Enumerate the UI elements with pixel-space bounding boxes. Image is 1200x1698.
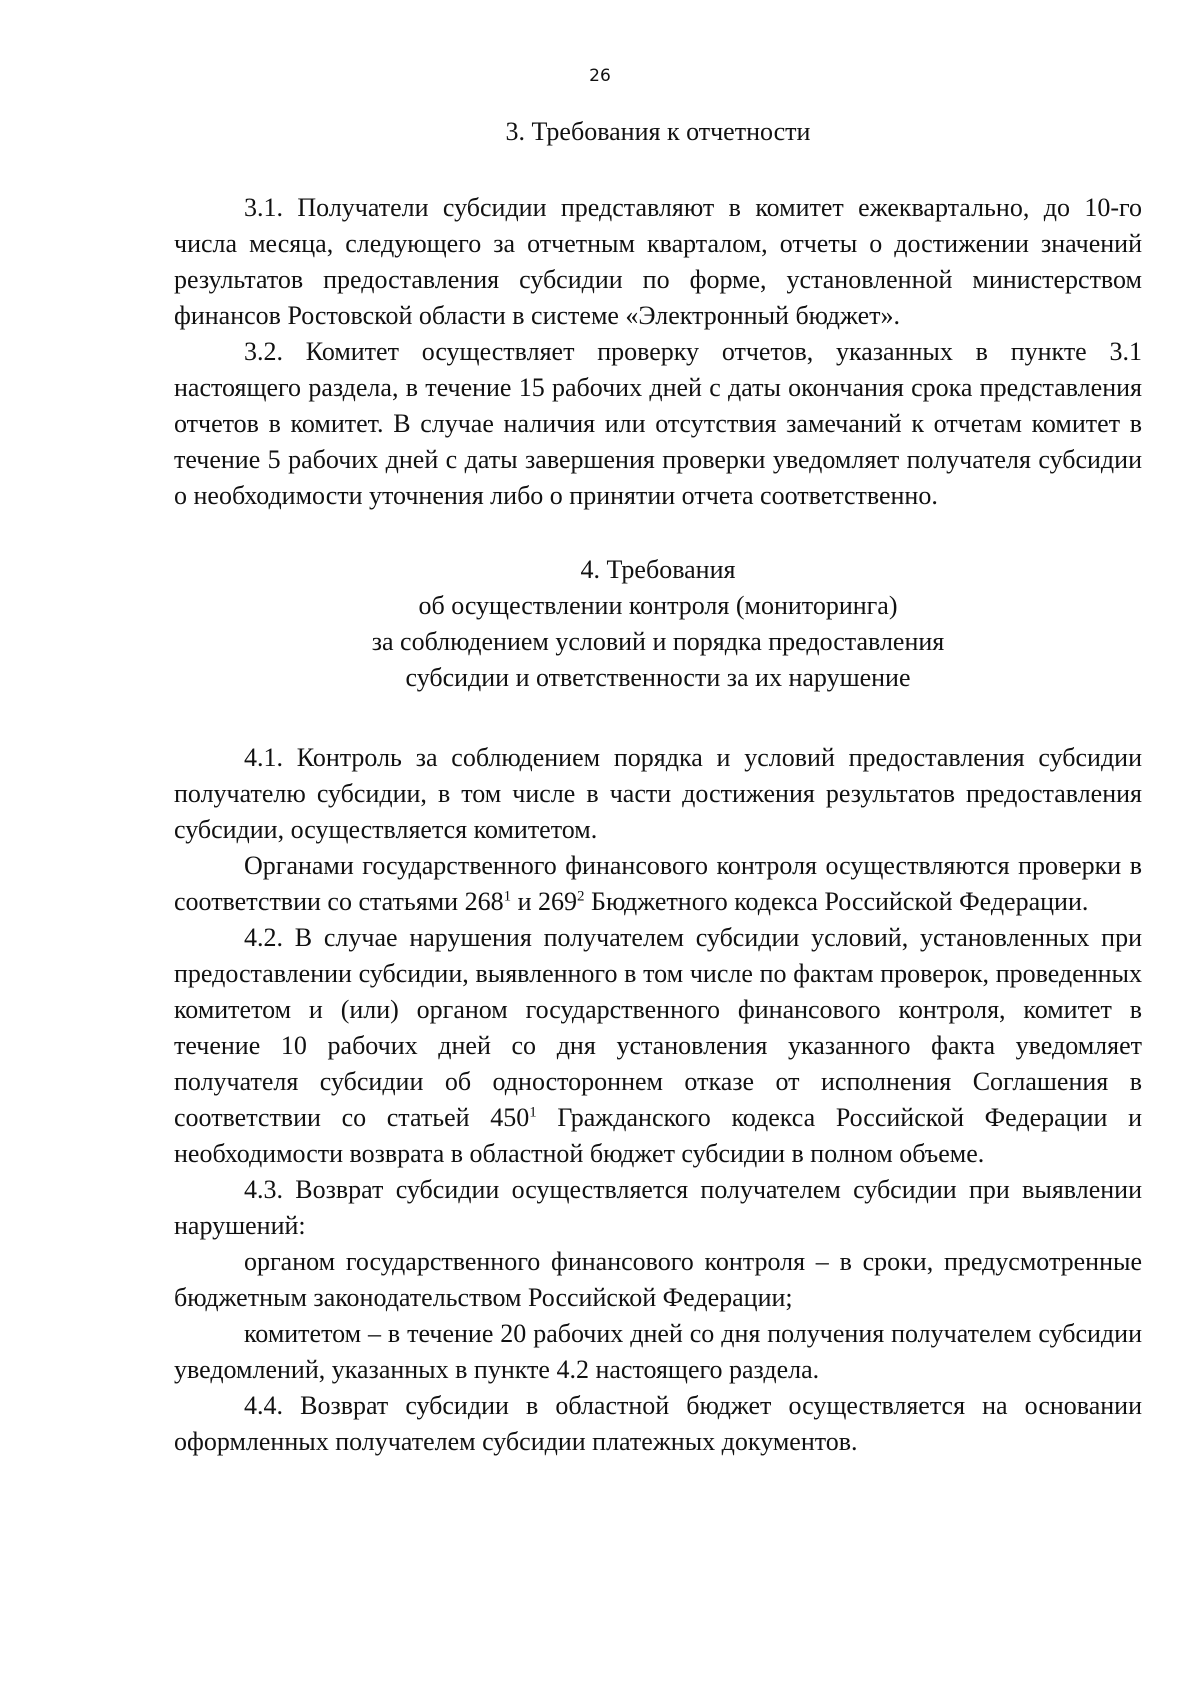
- paragraph-4-3-committee: комитетом – в течение 20 рабочих дней со дня получения получателем субсидии уведомлений, указанных в пункте 4.2 настоящего раздела.: [174, 1319, 1142, 1384]
- control-organs-text-2: и 269: [511, 887, 578, 916]
- paragraph-4-1: 4.1. Контроль за соблюдением порядка и условий предоставления субсидии получателю субсидии, в том числе в части достижения результатов предоставления субсидии, осуществляется комитетом.: [174, 743, 1142, 844]
- paragraph-4-4: 4.4. Возврат субсидии в областной бюджет осуществляется на основании оформленных получателем субсидии платежных документов.: [174, 1391, 1142, 1456]
- paragraph-control-organs: [174, 848, 1142, 920]
- document-body: [174, 114, 1142, 1460]
- section-4-title: [174, 552, 1142, 696]
- control-organs-text-1: Органами государственного финансового контроля осуществляются проверки в соответствии со статьями 268: [174, 851, 1142, 916]
- paragraph-4-2-text-1: 4.2. В случае нарушения получателем субсидии условий, установленных при предоставлении субсидии, выявленного в том числе по фактам проверок, проведенных комитетом и (или) органом государственного финансового контроля, комитет в течение 10 рабочих дней со дня установления указанного факта уведомляет получателя субсидии об одностороннем отказе от исполнения Соглашения в соответствии со статьей 450: [174, 923, 1142, 1132]
- paragraph-4-2-text-2: Гражданского кодекса Российской Федерации и необходимости возврата в областной бюджет субсидии в полном объеме.: [174, 1103, 1143, 1168]
- paragraph-3-1: 3.1. Получатели субсидии представляют в комитет ежеквартально, до 10-го числа месяца, следующего за отчетным кварталом, отчеты о достижении значений результатов предоставления субсидии по форме, установленной министерством финансов Ростовской области в системе «Электронный бюджет».: [174, 193, 1142, 330]
- footnote-superscript: 1: [503, 888, 512, 905]
- page-number: 26: [589, 66, 611, 86]
- footnote-superscript: 1: [529, 1104, 537, 1121]
- footnote-superscript: 2: [577, 888, 585, 905]
- paragraph-4-3: 4.3. Возврат субсидии осуществляется получателем субсидии при выявлении нарушений:: [174, 1175, 1142, 1240]
- section-4-title-line-1: 4. Требования: [580, 555, 736, 584]
- section-4-title-line-2: об осуществлении контроля (мониторинга): [418, 591, 898, 620]
- paragraph-3-2: 3.2. Комитет осуществляет проверку отчетов, указанных в пункте 3.1 настоящего раздела, в течение 15 рабочих дней с даты окончания срока представления отчетов в комитет. В случае наличия или отсутствия замечаний к отчетам комитет в течение 5 рабочих дней с даты завершения проверки уведомляет получателя субсидии о необходимости уточнения либо о принятии отчета соответственно.: [174, 337, 1142, 510]
- control-organs-text-3: Бюджетного кодекса Российской Федерации.: [584, 887, 1089, 916]
- paragraph-4-2: [174, 920, 1142, 1172]
- paragraph-4-3-control-organ: органом государственного финансового контроля – в сроки, предусмотренные бюджетным законодательством Российской Федерации;: [174, 1247, 1142, 1312]
- section-4-title-line-3: за соблюдением условий и порядка предоставления: [371, 627, 945, 656]
- section-4-title-line-4: субсидии и ответственности за их нарушение: [405, 663, 911, 692]
- section-3-title: 3. Требования к отчетности: [505, 117, 811, 146]
